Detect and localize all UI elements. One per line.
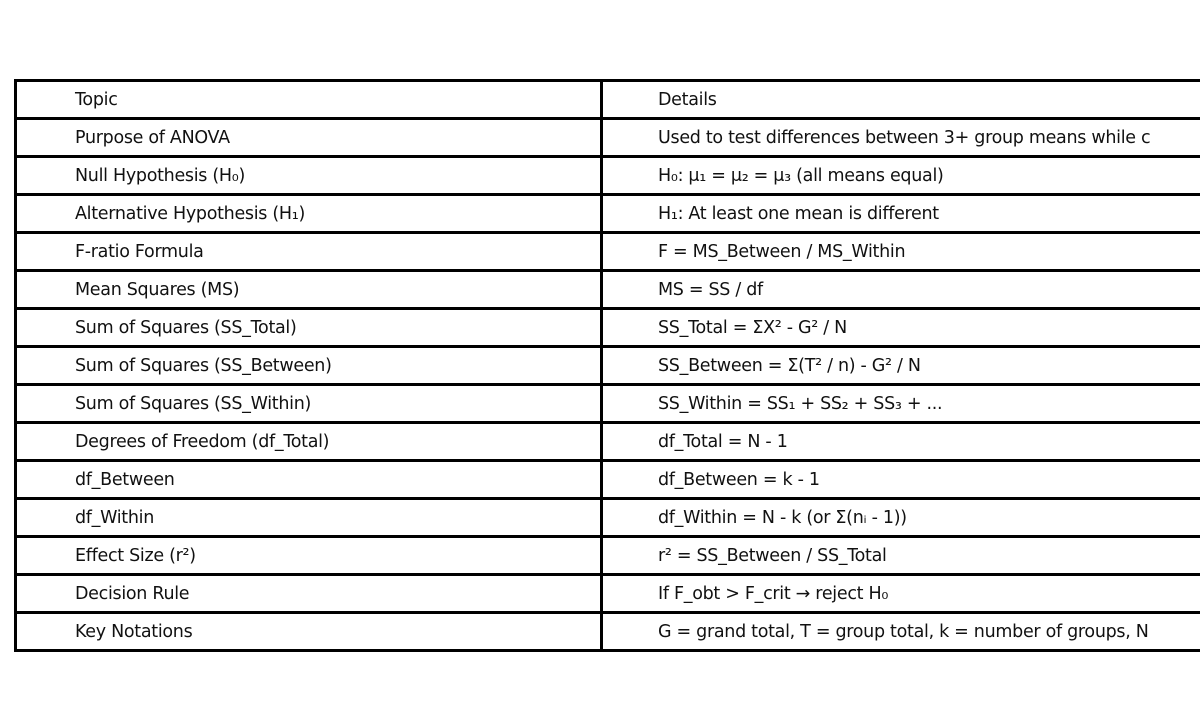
table-row: [16, 613, 1200, 651]
topic-cell: Decision Rule: [16, 575, 602, 613]
topic-cell: Degrees of Freedom (df_Total): [16, 423, 602, 461]
details-cell: G = grand total, T = group total, k = number of groups, N: [602, 613, 1200, 651]
topic-cell: Effect Size (r²): [16, 537, 602, 575]
table-header-row: [16, 81, 1200, 119]
table-row: [16, 423, 1200, 461]
details-cell: Used to test differences between 3+ group means while c: [602, 119, 1200, 157]
table-row: [16, 309, 1200, 347]
topic-cell: Sum of Squares (SS_Between): [16, 347, 602, 385]
table-row: [16, 157, 1200, 195]
table-row: [16, 385, 1200, 423]
topic-cell: Mean Squares (MS): [16, 271, 602, 309]
details-cell: SS_Between = Σ(T² / n) - G² / N: [602, 347, 1200, 385]
topic-cell: df_Within: [16, 499, 602, 537]
topic-cell: df_Between: [16, 461, 602, 499]
details-cell: df_Total = N - 1: [602, 423, 1200, 461]
details-cell: H₁: At least one mean is different: [602, 195, 1200, 233]
table-row: [16, 233, 1200, 271]
topic-cell: Sum of Squares (SS_Total): [16, 309, 602, 347]
table-row: [16, 575, 1200, 613]
table-row: [16, 537, 1200, 575]
details-cell: df_Between = k - 1: [602, 461, 1200, 499]
details-cell: df_Within = N - k (or Σ(nᵢ - 1)): [602, 499, 1200, 537]
topic-cell: Null Hypothesis (H₀): [16, 157, 602, 195]
header-topic: Topic: [16, 81, 602, 119]
details-cell: MS = SS / df: [602, 271, 1200, 309]
table-row: [16, 195, 1200, 233]
table-row: [16, 119, 1200, 157]
details-cell: F = MS_Between / MS_Within: [602, 233, 1200, 271]
anova-table-container: [14, 79, 1200, 652]
details-cell: r² = SS_Between / SS_Total: [602, 537, 1200, 575]
anova-summary-table: [14, 79, 1200, 652]
details-cell: SS_Total = ΣX² - G² / N: [602, 309, 1200, 347]
topic-cell: F-ratio Formula: [16, 233, 602, 271]
details-cell: If F_obt > F_crit → reject H₀: [602, 575, 1200, 613]
table-row: [16, 347, 1200, 385]
header-details: Details: [602, 81, 1200, 119]
table-row: [16, 499, 1200, 537]
table-row: [16, 271, 1200, 309]
topic-cell: Alternative Hypothesis (H₁): [16, 195, 602, 233]
topic-cell: Purpose of ANOVA: [16, 119, 602, 157]
details-cell: SS_Within = SS₁ + SS₂ + SS₃ + ...: [602, 385, 1200, 423]
table-row: [16, 461, 1200, 499]
details-cell: H₀: μ₁ = μ₂ = μ₃ (all means equal): [602, 157, 1200, 195]
topic-cell: Sum of Squares (SS_Within): [16, 385, 602, 423]
topic-cell: Key Notations: [16, 613, 602, 651]
